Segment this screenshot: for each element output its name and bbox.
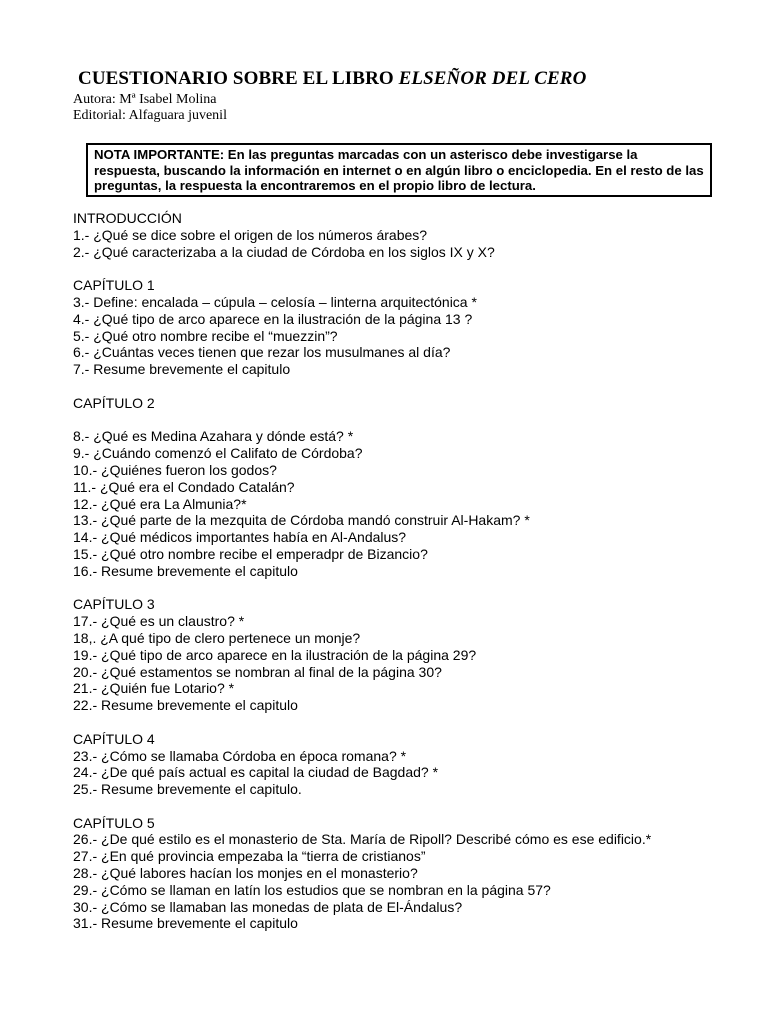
question-item: 13.- ¿Qué parte de la mezquita de Córdoba mandó construir Al-Hakam? * xyxy=(73,512,530,529)
question-item: 4.- ¿Qué tipo de arco aparece en la ilustración de la página 13 ? xyxy=(73,310,473,327)
question-item: 26.- ¿De qué estilo es el monasterio de Sta. María de Ripoll? Describé cómo es ese edificio.* xyxy=(73,831,652,848)
question-item: 10.- ¿Quiénes fueron los godos? xyxy=(73,461,277,478)
section-heading: CAPÍTULO 3 xyxy=(73,596,155,613)
section-introduccion xyxy=(73,210,753,260)
question-item: 22.- Resume brevemente el capitulo xyxy=(73,697,298,714)
section-capitulo-3 xyxy=(73,596,753,714)
section-heading: CAPÍTULO 1 xyxy=(73,277,155,294)
question-item: 5.- ¿Qué otro nombre recibe el “muezzin”? xyxy=(73,327,338,344)
important-note-box: NOTA IMPORTANTE: En las preguntas marcadas con un asterisco debe investigarse la respuesta, buscando la información en internet o en algún libro o enciclopedia. En el resto de las preguntas, la respuesta la encontraremos en el propio libro de lectura. xyxy=(86,143,712,197)
question-item: 7.- Resume brevemente el capitulo xyxy=(73,361,291,378)
questionnaire-body xyxy=(73,210,753,949)
question-item: 23.- ¿Cómo se llamaba Córdoba en época romana? * xyxy=(73,747,407,764)
question-item: 18,. ¿A qué tipo de clero pertenece un monje? xyxy=(73,629,361,646)
section-heading: CAPÍTULO 5 xyxy=(73,814,155,831)
question-item: 3.- Define: encalada – cúpula – celosía – linterna arquitectónica * xyxy=(73,293,477,310)
question-item: 24.- ¿De qué país actual es capital la ciudad de Bagdad? * xyxy=(73,764,439,781)
title-prefix: CUESTIONARIO SOBRE EL LIBRO xyxy=(78,68,399,89)
section-capitulo-1 xyxy=(73,277,753,378)
section-capitulo-5 xyxy=(73,815,753,933)
question-item: 14.- ¿Qué médicos importantes había en Al-Andalus? xyxy=(73,529,407,546)
question-item: 20.- ¿Qué estamentos se nombran al final de la página 30? xyxy=(73,663,442,680)
question-item: 27.- ¿En qué provincia empezaba la “tierra de cristianos” xyxy=(73,848,426,865)
question-item: 31.- Resume brevemente el capitulo xyxy=(73,915,298,932)
question-item: 16.- Resume brevemente el capitulo xyxy=(73,562,298,579)
question-item: 30.- ¿Cómo se llamaban las monedas de plata de El-Ándalus? xyxy=(73,898,463,915)
question-item: 21.- ¿Quién fue Lotario? * xyxy=(73,680,235,697)
question-item: 19.- ¿Qué tipo de arco aparece en la ilustración de la página 29? xyxy=(73,646,477,663)
question-item: 8.- ¿Qué es Medina Azahara y dónde está? * xyxy=(73,428,354,445)
section-capitulo-2 xyxy=(73,395,753,580)
document-title xyxy=(78,68,586,90)
question-item: 17.- ¿Qué es un claustro? * xyxy=(73,613,245,630)
question-item: 25.- Resume brevemente el capitulo. xyxy=(73,781,302,798)
question-item: 28.- ¿Qué labores hacían los monjes en el monasterio? xyxy=(73,865,418,882)
question-item: 12.- ¿Qué era La Almunia?* xyxy=(73,495,247,512)
question-item: 29.- ¿Cómo se llaman en latín los estudios que se nombran en la página 57? xyxy=(73,881,551,898)
question-item: 15.- ¿Qué otro nombre recibe el emperadpr de Bizancio? xyxy=(73,545,428,562)
author-line: Autora: Mª Isabel Molina xyxy=(73,92,217,107)
section-heading: INTRODUCCIÓN xyxy=(73,210,182,226)
title-book-name: ELSEÑOR DEL CERO xyxy=(398,68,587,89)
question-item: 2.- ¿Qué caracterizaba a la ciudad de Córdoba en los siglos IX y X? xyxy=(73,243,495,260)
question-item: 6.- ¿Cuántas veces tienen que rezar los musulmanes al día? xyxy=(73,344,451,361)
section-heading: CAPÍTULO 4 xyxy=(73,730,155,747)
question-item: 9.- ¿Cuándo comenzó el Califato de Córdoba? xyxy=(73,445,363,462)
question-item: 11.- ¿Qué era el Condado Catalán? xyxy=(73,478,295,495)
section-capitulo-4 xyxy=(73,731,753,798)
question-item: 1.- ¿Qué se dice sobre el origen de los números árabes? xyxy=(73,226,428,243)
publisher-line: Editorial: Alfaguara juvenil xyxy=(73,108,227,123)
section-heading: CAPÍTULO 2 xyxy=(73,394,155,411)
